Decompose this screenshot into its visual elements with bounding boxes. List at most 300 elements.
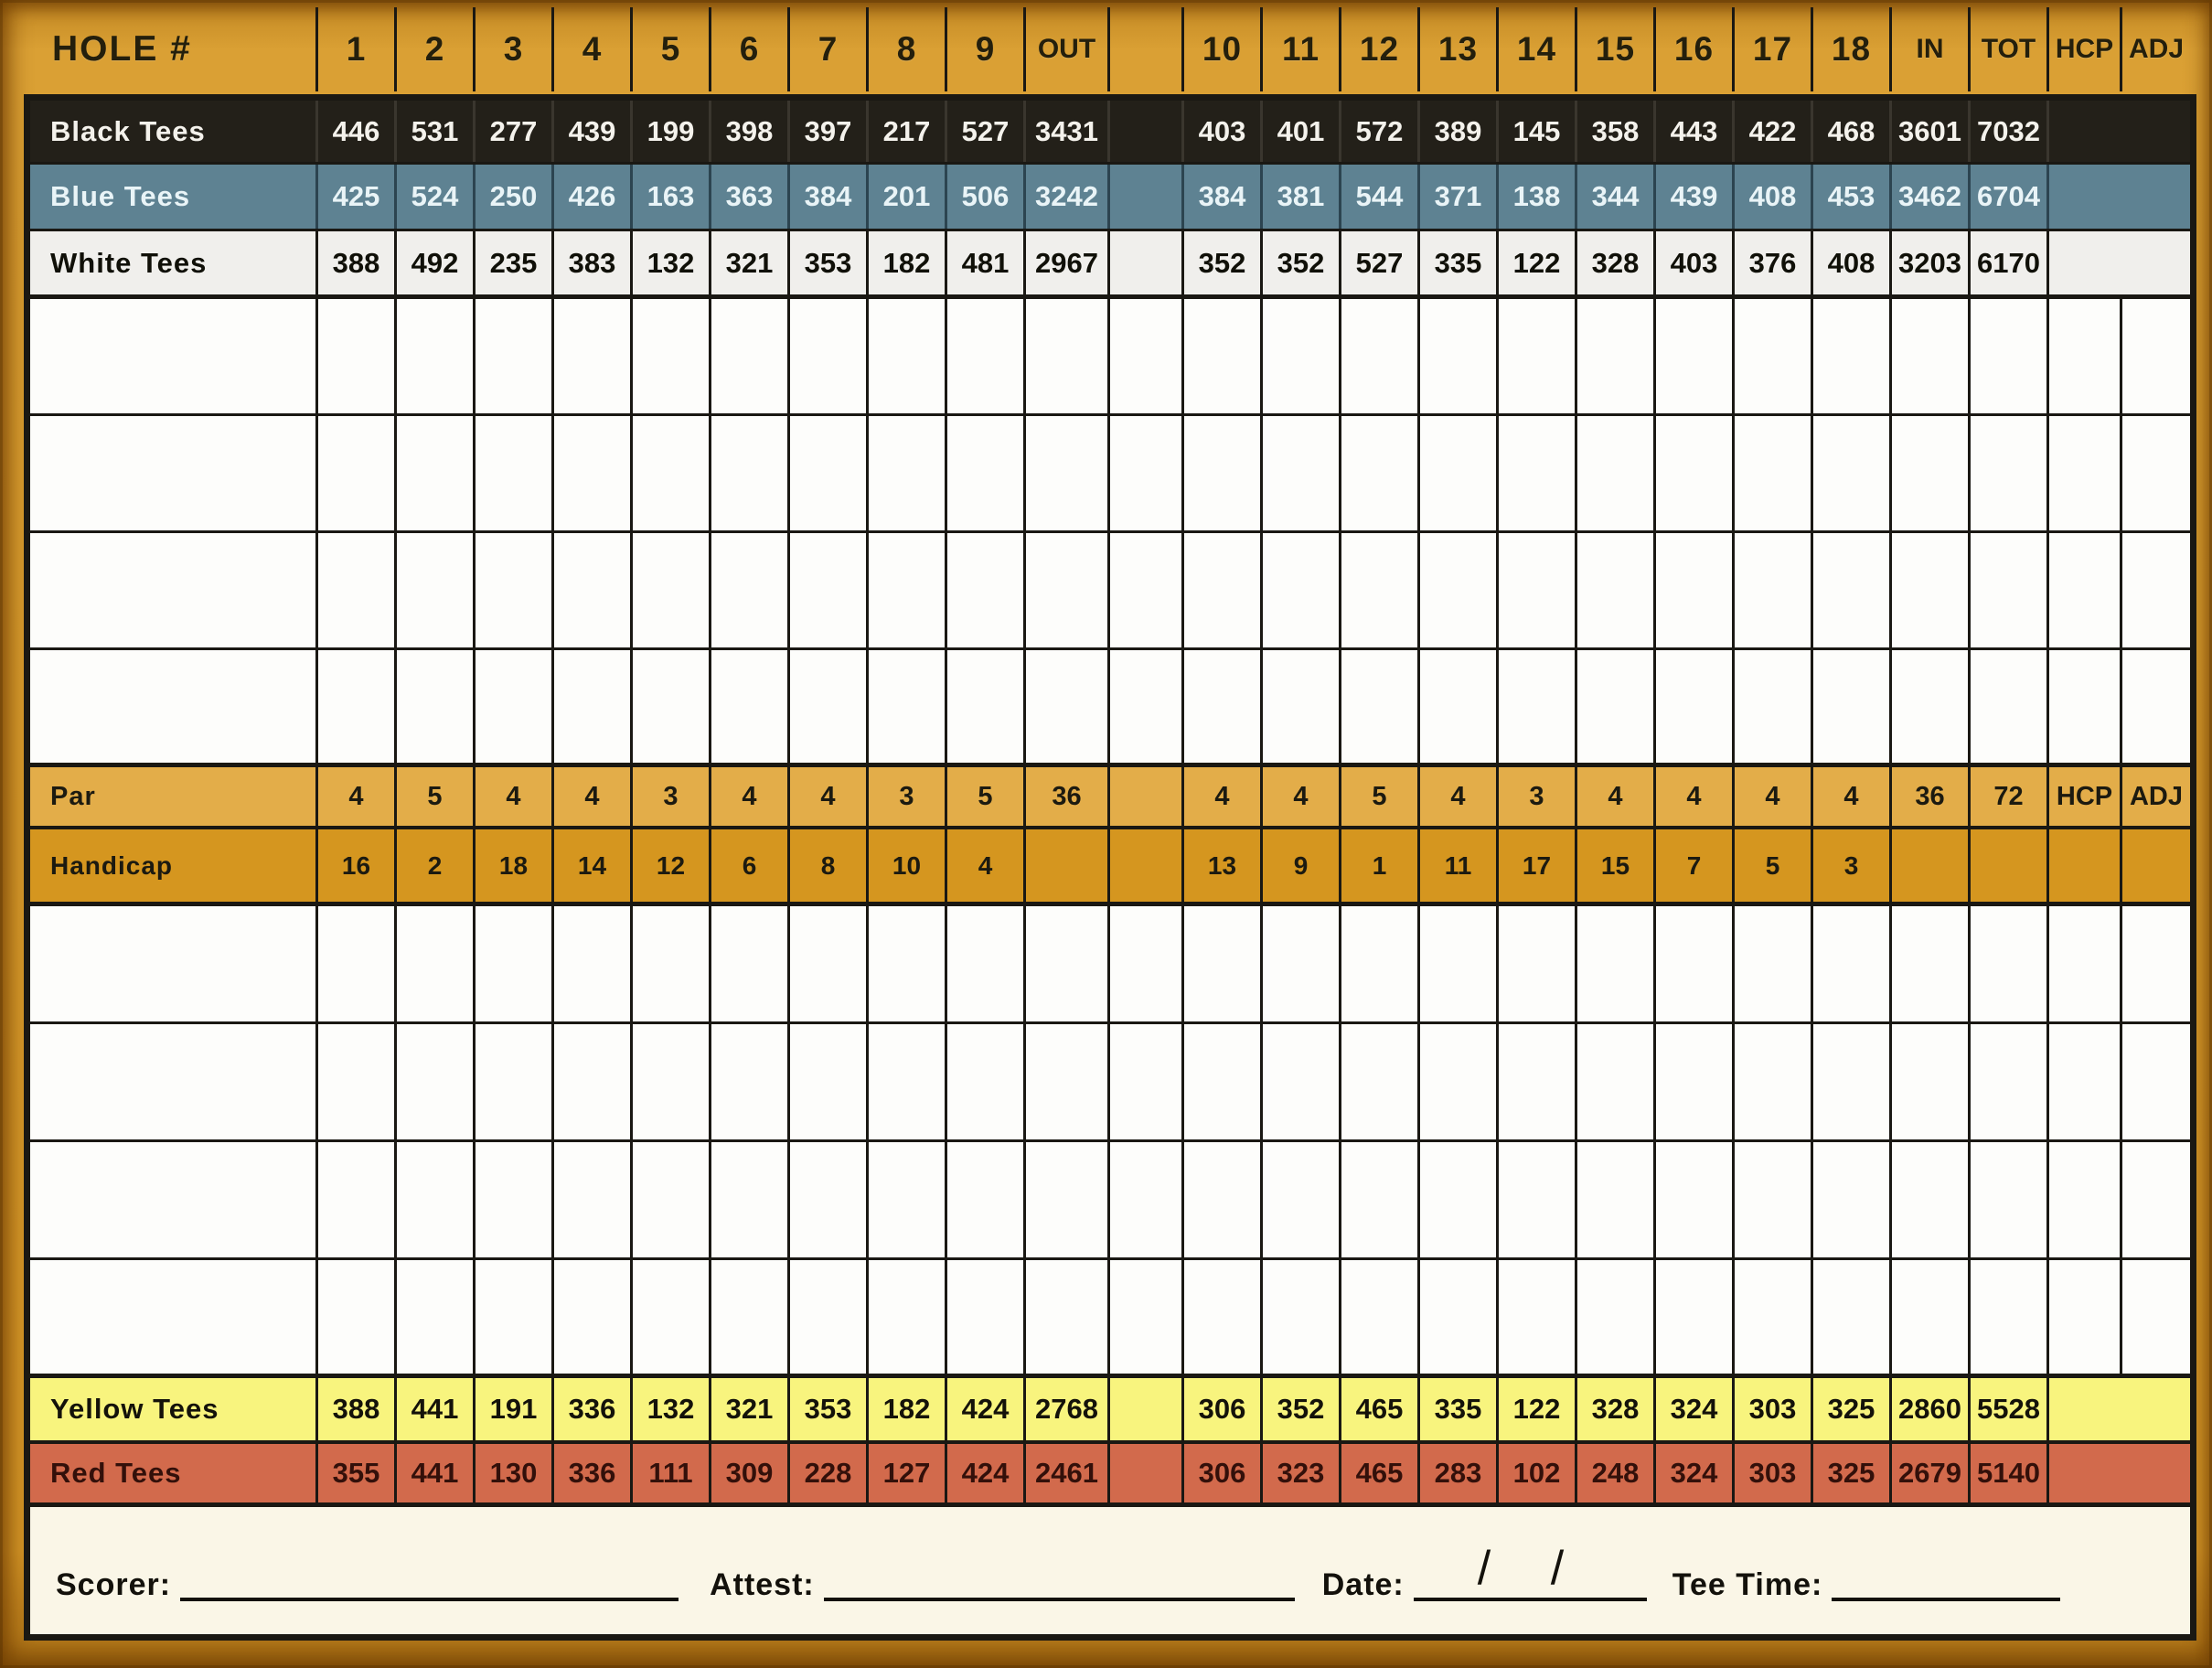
adj-cell	[2122, 1142, 2190, 1257]
score-cell: 182	[869, 1378, 947, 1440]
score-cell: 4	[1263, 767, 1341, 826]
score-cell: 441	[397, 1444, 476, 1502]
score-cell: 122	[1499, 231, 1577, 294]
score-cell	[397, 650, 476, 763]
score-cell: 384	[1184, 165, 1263, 229]
score-cell: 5	[947, 767, 1026, 826]
row-label: Handicap	[30, 829, 318, 902]
tot-cell	[1971, 829, 2049, 902]
score-cell	[1341, 299, 1420, 413]
score-cell: 353	[790, 1378, 869, 1440]
score-cell: 398	[711, 101, 790, 162]
in-cell: 2679	[1892, 1444, 1971, 1502]
score-cell: 492	[397, 231, 476, 294]
score-cell: 122	[1499, 1378, 1577, 1440]
score-cell: 5	[1735, 829, 1813, 902]
score-cell	[1735, 416, 1813, 530]
header-hole-1: 1	[318, 7, 397, 91]
spacer-cell	[1110, 767, 1184, 826]
header-hole-2: 2	[397, 7, 476, 91]
score-cell	[1813, 906, 1892, 1021]
score-cell: 352	[1263, 1378, 1341, 1440]
score-cell	[633, 1142, 711, 1257]
score-cell	[1499, 416, 1577, 530]
score-cell	[1341, 1260, 1420, 1374]
hcp-adj-merged-cell	[2049, 231, 2190, 294]
score-cell	[1263, 1024, 1341, 1139]
score-cell: 325	[1813, 1444, 1892, 1502]
score-cell	[318, 650, 397, 763]
score-cell: 163	[633, 165, 711, 229]
score-cell: 303	[1735, 1444, 1813, 1502]
score-cell	[790, 533, 869, 647]
score-cell: 358	[1577, 101, 1656, 162]
score-cell	[1184, 906, 1263, 1021]
score-cell	[711, 416, 790, 530]
spacer-cell	[1110, 906, 1184, 1021]
row-label: Black Tees	[30, 101, 318, 162]
header-hcp: HCP	[2049, 7, 2122, 91]
score-cell: 352	[1263, 231, 1341, 294]
score-cell: 201	[869, 165, 947, 229]
score-cell: 408	[1735, 165, 1813, 229]
score-cell: 439	[554, 101, 633, 162]
header-hole-10: 10	[1184, 7, 1263, 91]
score-cell: 335	[1420, 1378, 1499, 1440]
adj-cell	[2122, 1260, 2190, 1374]
score-cell	[947, 1024, 1026, 1139]
score-cell	[1420, 650, 1499, 763]
score-cell: 401	[1263, 101, 1341, 162]
score-cell	[1813, 1024, 1892, 1139]
score-cell: 352	[1184, 231, 1263, 294]
score-cell	[1420, 1260, 1499, 1374]
score-cell: 228	[790, 1444, 869, 1502]
score-cell: 468	[1813, 101, 1892, 162]
score-cell	[397, 533, 476, 647]
score-cell	[711, 906, 790, 1021]
in-cell	[1892, 829, 1971, 902]
player-score-row	[30, 650, 2190, 767]
score-cell: 4	[1656, 767, 1735, 826]
row-label	[30, 1142, 318, 1257]
score-cell	[1813, 1260, 1892, 1374]
tot-cell: 6704	[1971, 165, 2049, 229]
score-cell	[947, 533, 1026, 647]
score-cell	[1577, 650, 1656, 763]
score-cell	[318, 1142, 397, 1257]
score-cell	[318, 1260, 397, 1374]
out-cell	[1026, 299, 1110, 413]
score-cell	[1813, 533, 1892, 647]
score-cell: 17	[1499, 829, 1577, 902]
score-cell: 4	[947, 829, 1026, 902]
score-cell: 283	[1420, 1444, 1499, 1502]
score-cell: 16	[318, 829, 397, 902]
score-cell: 11	[1420, 829, 1499, 902]
tot-cell	[1971, 533, 2049, 647]
score-cell: 363	[711, 165, 790, 229]
score-cell	[1656, 299, 1735, 413]
score-cell: 3	[869, 767, 947, 826]
score-cell: 384	[790, 165, 869, 229]
header-hole-5: 5	[633, 7, 711, 91]
signature-footer	[30, 1507, 2190, 1634]
score-cell: 328	[1577, 231, 1656, 294]
row-label	[30, 650, 318, 763]
score-cell	[554, 1260, 633, 1374]
score-cell: 321	[711, 231, 790, 294]
score-cell: 403	[1656, 231, 1735, 294]
score-cell: 335	[1420, 231, 1499, 294]
spacer-cell	[1110, 101, 1184, 162]
score-cell: 4	[1577, 767, 1656, 826]
score-cell: 309	[711, 1444, 790, 1502]
row-blue-tees	[30, 165, 2190, 231]
scorecard-table	[24, 94, 2196, 1641]
score-cell	[1499, 906, 1577, 1021]
score-cell: 4	[476, 767, 554, 826]
score-cell	[869, 1024, 947, 1139]
score-cell: 5	[397, 767, 476, 826]
score-cell: 130	[476, 1444, 554, 1502]
tot-cell	[1971, 299, 2049, 413]
row-label	[30, 416, 318, 530]
score-cell	[790, 650, 869, 763]
scorer-signature-line	[180, 1598, 679, 1601]
score-cell	[869, 1260, 947, 1374]
score-cell: 424	[947, 1444, 1026, 1502]
score-cell	[947, 650, 1026, 763]
header-hole-14: 14	[1499, 7, 1577, 91]
score-cell: 9	[1263, 829, 1341, 902]
in-cell	[1892, 906, 1971, 1021]
score-cell	[1577, 1260, 1656, 1374]
spacer-cell	[1110, 1024, 1184, 1139]
score-cell	[790, 416, 869, 530]
score-cell	[790, 1260, 869, 1374]
score-cell	[1263, 650, 1341, 763]
score-cell	[711, 299, 790, 413]
score-cell: 506	[947, 165, 1026, 229]
row-label	[30, 299, 318, 413]
in-cell	[1892, 533, 1971, 647]
score-cell: 353	[790, 231, 869, 294]
header-tot: TOT	[1971, 7, 2049, 91]
score-cell: 527	[947, 101, 1026, 162]
header-hole-9: 9	[947, 7, 1026, 91]
score-cell: 145	[1499, 101, 1577, 162]
score-cell	[869, 906, 947, 1021]
score-cell	[869, 299, 947, 413]
score-cell	[476, 299, 554, 413]
score-cell	[1577, 533, 1656, 647]
score-cell: 481	[947, 231, 1026, 294]
score-cell	[790, 1142, 869, 1257]
score-cell	[633, 1260, 711, 1374]
header-hole-8: 8	[869, 7, 947, 91]
attest-signature-line	[824, 1598, 1295, 1601]
score-cell	[1420, 1024, 1499, 1139]
score-cell	[1735, 906, 1813, 1021]
player-score-row	[30, 533, 2190, 650]
score-cell: 425	[318, 165, 397, 229]
player-score-row	[30, 1024, 2190, 1142]
score-cell	[318, 533, 397, 647]
in-cell	[1892, 1260, 1971, 1374]
score-cell	[476, 906, 554, 1021]
score-cell	[1656, 1024, 1735, 1139]
score-cell	[1735, 533, 1813, 647]
in-cell: 3601	[1892, 101, 1971, 162]
score-cell	[1420, 299, 1499, 413]
header-out: OUT	[1026, 7, 1110, 91]
score-cell	[1577, 1024, 1656, 1139]
score-cell: 277	[476, 101, 554, 162]
score-cell: 3	[1813, 829, 1892, 902]
row-handicap	[30, 829, 2190, 906]
score-cell: 324	[1656, 1444, 1735, 1502]
hcp-cell	[2049, 650, 2122, 763]
score-cell	[397, 1142, 476, 1257]
score-cell: 325	[1813, 1378, 1892, 1440]
spacer-cell	[1110, 650, 1184, 763]
header-hole-18: 18	[1813, 7, 1892, 91]
score-cell	[869, 416, 947, 530]
in-cell	[1892, 1142, 1971, 1257]
score-cell	[790, 906, 869, 1021]
score-cell	[1735, 299, 1813, 413]
score-cell: 4	[318, 767, 397, 826]
scorer-label: Scorer:	[56, 1567, 172, 1602]
score-cell: 127	[869, 1444, 947, 1502]
in-cell	[1892, 299, 1971, 413]
player-score-row	[30, 906, 2190, 1024]
score-cell: 323	[1263, 1444, 1341, 1502]
header-hole-4: 4	[554, 7, 633, 91]
date-label: Date:	[1321, 1567, 1405, 1602]
score-cell	[554, 299, 633, 413]
score-cell	[318, 416, 397, 530]
score-cell: 389	[1420, 101, 1499, 162]
score-cell	[1735, 1024, 1813, 1139]
spacer-cell	[1110, 533, 1184, 647]
tot-cell: 5140	[1971, 1444, 2049, 1502]
in-cell	[1892, 1024, 1971, 1139]
score-cell: 4	[711, 767, 790, 826]
row-label	[30, 533, 318, 647]
row-label: Blue Tees	[30, 165, 318, 229]
score-cell	[1499, 1260, 1577, 1374]
score-cell: 439	[1656, 165, 1735, 229]
in-cell: 2860	[1892, 1378, 1971, 1440]
score-cell	[869, 1142, 947, 1257]
score-cell	[318, 906, 397, 1021]
score-cell: 2	[397, 829, 476, 902]
tot-cell: 7032	[1971, 101, 2049, 162]
attest-label: Attest:	[710, 1567, 815, 1602]
score-cell	[554, 1024, 633, 1139]
score-cell: 4	[554, 767, 633, 826]
score-cell: 3	[633, 767, 711, 826]
score-cell	[633, 906, 711, 1021]
out-cell: 36	[1026, 767, 1110, 826]
score-cell: 422	[1735, 101, 1813, 162]
out-cell	[1026, 650, 1110, 763]
score-cell	[1499, 650, 1577, 763]
score-cell: 250	[476, 165, 554, 229]
score-cell: 371	[1420, 165, 1499, 229]
score-cell	[397, 1260, 476, 1374]
score-cell	[1656, 533, 1735, 647]
score-cell	[711, 650, 790, 763]
row-par	[30, 767, 2190, 829]
score-cell	[554, 416, 633, 530]
score-cell: 4	[1735, 767, 1813, 826]
adj-cell	[2122, 416, 2190, 530]
score-cell	[947, 416, 1026, 530]
score-cell	[790, 1024, 869, 1139]
score-cell: 248	[1577, 1444, 1656, 1502]
score-cell	[1184, 299, 1263, 413]
score-cell	[1263, 1260, 1341, 1374]
score-cell	[947, 299, 1026, 413]
in-cell: 3203	[1892, 231, 1971, 294]
header-hole-12: 12	[1341, 7, 1420, 91]
tot-cell	[1971, 416, 2049, 530]
header-hole-3: 3	[476, 7, 554, 91]
score-cell: 355	[318, 1444, 397, 1502]
score-cell	[554, 533, 633, 647]
score-cell	[397, 1024, 476, 1139]
date-slash: /	[1477, 1542, 1492, 1595]
score-cell: 306	[1184, 1378, 1263, 1440]
spacer-cell	[1110, 165, 1184, 229]
row-label: White Tees	[30, 231, 318, 294]
score-cell	[476, 1260, 554, 1374]
score-cell	[1420, 533, 1499, 647]
out-cell	[1026, 1260, 1110, 1374]
hcp-adj-merged-cell	[2049, 1444, 2190, 1502]
out-cell: 3431	[1026, 101, 1110, 162]
player-score-row	[30, 416, 2190, 533]
row-black-tees	[30, 101, 2190, 165]
score-cell: 403	[1184, 101, 1263, 162]
score-cell	[1577, 299, 1656, 413]
header-hole-17: 17	[1735, 7, 1813, 91]
score-cell	[711, 1024, 790, 1139]
tot-cell	[1971, 906, 2049, 1021]
score-cell	[476, 416, 554, 530]
score-cell: 10	[869, 829, 947, 902]
score-cell: 18	[476, 829, 554, 902]
score-cell: 383	[554, 231, 633, 294]
score-cell: 15	[1577, 829, 1656, 902]
score-cell	[790, 299, 869, 413]
out-cell	[1026, 906, 1110, 1021]
score-cell: 138	[1499, 165, 1577, 229]
score-cell: 388	[318, 1378, 397, 1440]
score-cell: 453	[1813, 165, 1892, 229]
score-cell	[947, 1142, 1026, 1257]
score-cell: 102	[1499, 1444, 1577, 1502]
adj-cell: ADJ	[2129, 781, 2183, 811]
score-cell: 4	[1813, 767, 1892, 826]
score-cell: 531	[397, 101, 476, 162]
score-cell	[1813, 416, 1892, 530]
score-cell: 4	[790, 767, 869, 826]
out-cell	[1026, 1024, 1110, 1139]
score-cell	[947, 1260, 1026, 1374]
score-cell	[1184, 1024, 1263, 1139]
row-white-tees	[30, 231, 2190, 299]
score-cell	[1263, 299, 1341, 413]
score-cell	[476, 1142, 554, 1257]
score-cell	[711, 1260, 790, 1374]
tot-cell	[1971, 1260, 2049, 1374]
score-cell: 1	[1341, 829, 1420, 902]
score-cell	[476, 1024, 554, 1139]
score-cell	[554, 906, 633, 1021]
score-cell	[554, 650, 633, 763]
score-cell: 3	[1499, 767, 1577, 826]
score-cell: 132	[633, 1378, 711, 1440]
score-cell	[1577, 1142, 1656, 1257]
score-cell	[633, 416, 711, 530]
date-line	[1414, 1542, 1647, 1601]
hcp-cell	[2049, 416, 2122, 530]
tot-cell: 5528	[1971, 1378, 2049, 1440]
score-cell	[1656, 650, 1735, 763]
score-cell	[1499, 533, 1577, 647]
spacer-cell	[1110, 829, 1184, 902]
tot-cell: 6170	[1971, 231, 2049, 294]
score-cell	[633, 650, 711, 763]
spacer-cell	[1110, 299, 1184, 413]
adj-cell	[2122, 299, 2190, 413]
score-cell: 132	[633, 231, 711, 294]
score-cell: 336	[554, 1378, 633, 1440]
score-cell	[397, 906, 476, 1021]
score-cell: 376	[1735, 231, 1813, 294]
out-cell	[1026, 829, 1110, 902]
spacer-cell	[1110, 1260, 1184, 1374]
header-adj: ADJ	[2128, 34, 2184, 64]
score-cell: 5	[1341, 767, 1420, 826]
score-cell: 235	[476, 231, 554, 294]
score-cell	[1184, 533, 1263, 647]
score-cell: 6	[711, 829, 790, 902]
score-cell	[397, 299, 476, 413]
score-cell: 527	[1341, 231, 1420, 294]
score-cell	[1341, 1142, 1420, 1257]
spacer-cell	[1110, 416, 1184, 530]
score-cell: 397	[790, 101, 869, 162]
player-score-row	[30, 1260, 2190, 1378]
score-cell	[1656, 416, 1735, 530]
score-cell: 14	[554, 829, 633, 902]
score-cell	[1263, 533, 1341, 647]
score-cell: 182	[869, 231, 947, 294]
hcp-cell	[2049, 906, 2122, 1021]
out-cell	[1026, 1142, 1110, 1257]
header-spacer	[1110, 7, 1184, 91]
score-cell: 336	[554, 1444, 633, 1502]
hcp-cell	[2049, 1024, 2122, 1139]
score-cell	[1420, 416, 1499, 530]
score-cell	[1263, 416, 1341, 530]
score-cell	[1341, 533, 1420, 647]
